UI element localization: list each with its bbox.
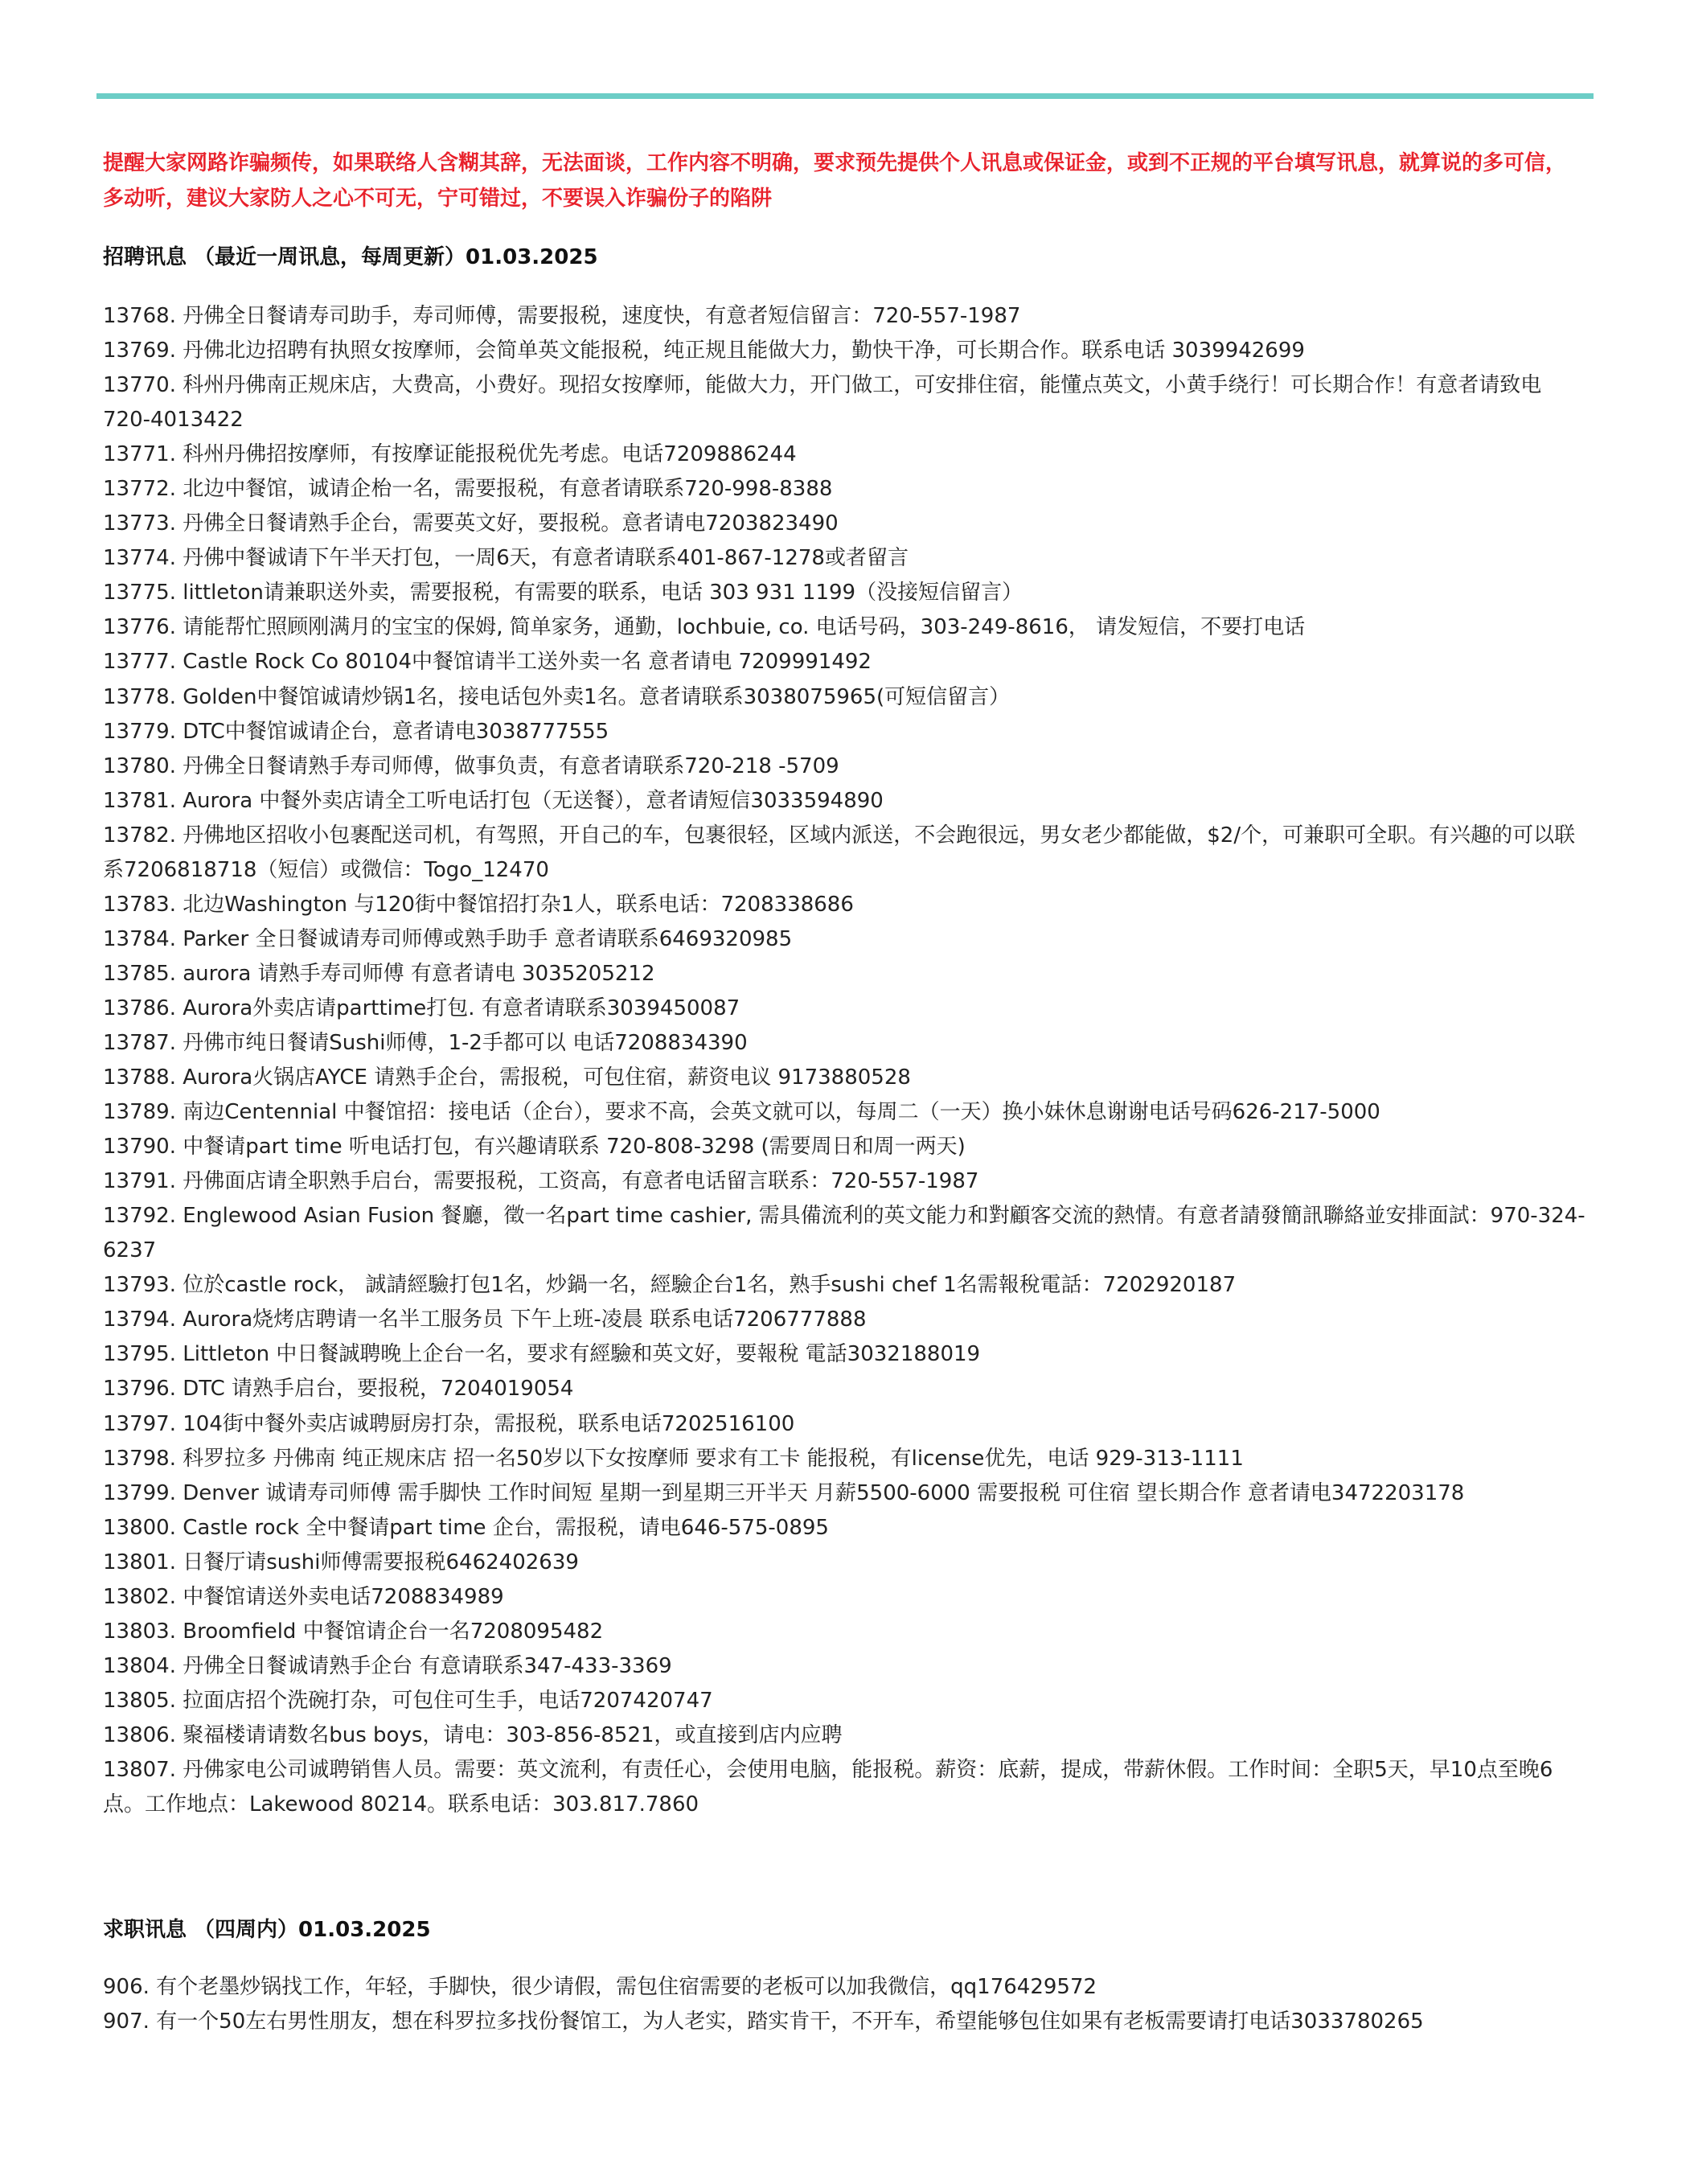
hiring-item: 13781. Aurora 中餐外卖店请全工听电话打包（无送餐），意者请短信3033594890	[103, 788, 884, 813]
hiring-item: 13784. Parker 全日餐诚请寿司师傅或熟手助手 意者请联系6469320985	[103, 926, 793, 951]
hiring-item: 13806. 聚福楼请请数名bus boys，请电：303-856-8521，或直接到店内应聘	[103, 1722, 843, 1747]
hiring-item: 13772. 北边中餐馆，诚请企枱一名，需要报税，有意者请联系720-998-8388	[103, 477, 833, 502]
hiring-item: 13796. DTC 请熟手启台，要报税，7204019054	[103, 1377, 574, 1402]
hiring-item: 13789. 南边Centennial 中餐馆招：接电话（企台），要求不高，会英文就可以，每周二（一天）换小妹休息谢谢电话号码626-217-5000	[103, 1100, 1380, 1125]
hiring-item: 13794. Aurora烧烤店聘请一名半工服务员 下午上班-凌晨 联系电话7206777888	[103, 1308, 867, 1332]
hiring-item: 13792. Englewood Asian Fusion 餐廳，徵一名part time cashier, 需具備流利的英文能力和對顧客交流的熱情。有意者請發簡訊聯絡並安排面試：970-324-6237	[103, 1204, 1585, 1263]
hiring-item: 13769. 丹佛北边招聘有执照女按摩师，会简单英文能报税，纯正规且能做大力，勤快干净，可长期合作。联系电话 3039942699	[103, 339, 1305, 363]
hiring-item: 13804. 丹佛全日餐诚请熟手企台 有意请联系347-433-3369	[103, 1653, 672, 1678]
hiring-item: 13802. 中餐馆请送外卖电话7208834989	[103, 1584, 504, 1609]
hiring-item: 13801. 日餐厅请sushi师傅需要报税6462402639	[103, 1550, 579, 1574]
hiring-item: 13797. 104街中餐外卖店诚聘厨房打杂，需报税，联系电话7202516100	[103, 1411, 795, 1436]
scam-warning: 提醒大家网路诈骗频传，如果联络人含糊其辞，无法面谈，工作内容不明确，要求预先提供个人讯息或保证金，或到不正规的平台填写讯息，就算说的多可信，多动听，建议大家防人之心不可无，宁可错过，不要误入诈骗份子的陷阱	[103, 151, 1567, 211]
hiring-item: 13798. 科罗拉多 丹佛南 纯正规床店 招一名50岁以下女按摩师 要求有工卡 能报税，有license优先，电话 929-313-1111	[103, 1446, 1244, 1471]
hiring-item: 13770. 科州丹佛南正规床店，大费高，小费好。现招女按摩师，能做大力，开门做工，可安排住宿，能懂点英文，小黄手绕行！可长期合作！有意者请致电 720-4013422	[103, 373, 1542, 433]
hiring-item: 13780. 丹佛全日餐请熟手寿司师傅，做事负责，有意者请联系720-218 -5709	[103, 753, 839, 778]
hiring-item: 13807. 丹佛家电公司诚聘销售人员。需要：英文流利，有责任心，会使用电脑，能报税。薪资：底薪，提成，带薪休假。工作时间：全职5天，早10点至晚6点。工作地点：Lakewood 80214。联系电话：303.817.7860	[103, 1757, 1553, 1817]
hiring-item: 13771. 科州丹佛招按摩师，有按摩证能报税优先考虑。电话7209886244	[103, 442, 797, 467]
seeking-heading: 求职讯息 （四周内）01.03.2025	[103, 1918, 431, 1942]
hiring-list	[103, 299, 1586, 1822]
seeking-item: 907. 有一个50左右男性朋友，想在科罗拉多找份餐馆工，为人老实，踏实肯干，不开车，希望能够包住如果有老板需要请打电话3033780265	[103, 2010, 1424, 2034]
hiring-item: 13795. Littleton 中日餐誠聘晚上企台一名，要求有經驗和英文好，要報稅 電話3032188019	[103, 1342, 981, 1367]
hiring-item: 13785. aurora 请熟手寿司师傅 有意者请电 3035205212	[103, 961, 655, 986]
hiring-item: 13777. Castle Rock Co 80104中餐馆请半工送外卖一名 意者请电 7209991492	[103, 650, 872, 675]
hiring-item: 13779. DTC中餐馆诚请企台，意者请电3038777555	[103, 719, 609, 744]
hiring-item: 13788. Aurora火锅店AYCE 请熟手企台，需报税，可包住宿，薪资电议 9173880528	[103, 1065, 911, 1090]
hiring-item: 13787. 丹佛市纯日餐请Sushi师傅，1-2手都可以 电话7208834390	[103, 1030, 748, 1055]
hiring-heading: 招聘讯息 （最近一周讯息，每周更新）01.03.2025	[103, 245, 598, 269]
hiring-item: 13790. 中餐请part time 听电话打包，有兴趣请联系 720-808-3298 (需要周日和周一两天)	[103, 1135, 966, 1160]
hiring-item: 13800. Castle rock 全中餐请part time 企台，需报税，请电646-575-0895	[103, 1515, 829, 1540]
hiring-item: 13786. Aurora外卖店请parttime打包. 有意者请联系3039450087	[103, 996, 740, 1020]
hiring-item: 13799. Denver 诚请寿司师傅 需手脚快 工作时间短 星期一到星期三开半天 月薪5500-6000 需要报税 可住宿 望长期合作 意者请电3472203178	[103, 1480, 1465, 1505]
hiring-item: 13805. 拉面店招个洗碗打杂，可包住可生手，电话7207420747	[103, 1688, 713, 1713]
hiring-item: 13803. Broomfield 中餐馆请企台一名7208095482	[103, 1619, 604, 1644]
seeking-item: 906. 有个老墨炒锅找工作，年轻，手脚快，很少请假，需包住宿需要的老板可以加我微信，qq176429572	[103, 1975, 1097, 1999]
hiring-item: 13783. 北边Washington 与120街中餐馆招打杂1人，联系电话：7208338686	[103, 892, 854, 917]
seeking-list	[103, 1970, 1586, 2039]
hiring-item: 13775. littleton请兼职送外卖，需要报税，有需要的联系，电话 303 931 1199（没接短信留言）	[103, 581, 1023, 606]
hiring-item: 13768. 丹佛全日餐请寿司助手，寿司师傅，需要报税，速度快，有意者短信留言：720-557-1987	[103, 304, 1021, 328]
hiring-item: 13791. 丹佛面店请全职熟手启台，需要报税，工资高，有意者电话留言联系：720-557-1987	[103, 1169, 979, 1194]
hiring-item: 13778. Golden中餐馆诚请炒锅1名，接电话包外卖1名。意者请联系3038075965(可短信留言）	[103, 684, 1011, 709]
hiring-item: 13793. 位於castle rock， 誠請經驗打包1名，炒鍋一名，經驗企台1名，熟手sushi chef 1名需報稅電話：7202920187	[103, 1273, 1237, 1298]
hiring-item: 13774. 丹佛中餐诚请下午半天打包，一周6天，有意者请联系401-867-1278或者留言	[103, 546, 909, 571]
hiring-item: 13776. 请能帮忙照顾刚满月的宝宝的保姆, 简单家务，通勤，lochbuie, co. 电话号码，303-249-8616， 请发短信，不要打电话	[103, 615, 1306, 640]
top-divider	[96, 93, 1594, 99]
hiring-item: 13782. 丹佛地区招收小包裹配送司机，有驾照，开自己的车，包裹很轻，区域内派送，不会跑很远，男女老少都能做，$2/个，可兼职可全职。有兴趣的可以联系7206818718（短信）或微信：Togo_12470	[103, 823, 1576, 882]
hiring-item: 13773. 丹佛全日餐请熟手企台，需要英文好，要报税。意者请电7203823490	[103, 511, 839, 536]
